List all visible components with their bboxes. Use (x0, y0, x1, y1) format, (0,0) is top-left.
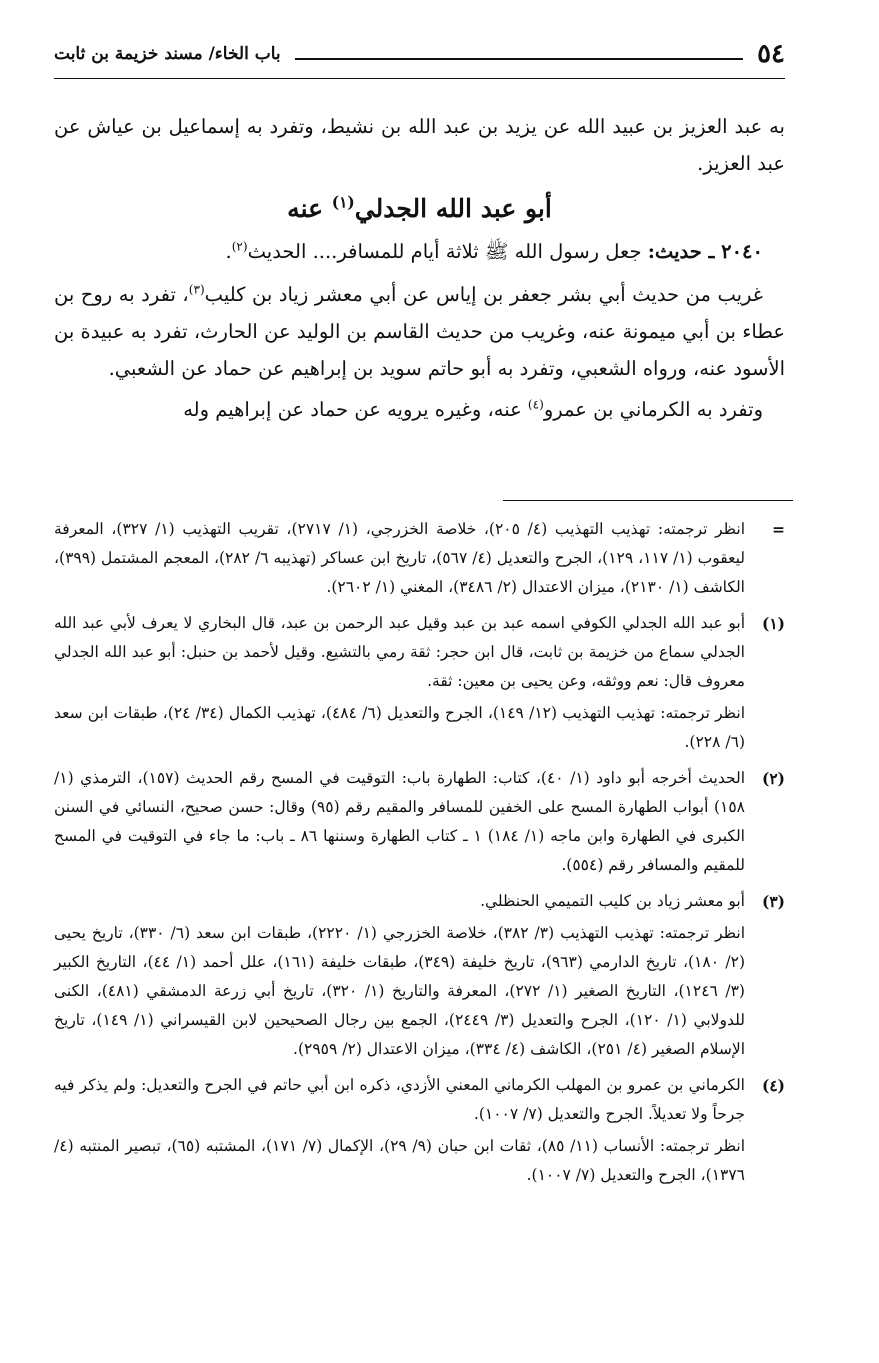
footnote-2 (54, 764, 785, 883)
footnote-3 (54, 887, 785, 1067)
hadith-text: جعل رسول الله ﷺ ثلاثة أيام للمسافر.... الحديث (247, 240, 648, 263)
paragraph-commentary (54, 276, 785, 387)
paragraph-continuation (54, 108, 785, 182)
footnote-marker: (٢) (761, 769, 785, 788)
footnote-ref-1[interactable]: (١) (331, 192, 355, 212)
main-text (54, 108, 785, 428)
footnote-text: انظر ترجمته: تهذيب التهذيب (١٢/ ١٤٩)، الجرح والتعديل (٦/ ٤٨٤)، تهذيب الكمال (٣٤/ ٢٤)، طبقات ابن سعد (٦/ ٢٢٨). (54, 704, 746, 751)
page-number: ٥٤ (757, 39, 785, 69)
heading-suffix: عنه (287, 194, 332, 223)
footnote-1 (54, 609, 785, 760)
final-text-b: عنه، وغيره يرويه عن حماد عن إبراهيم وله (183, 398, 528, 421)
footnote-4 (54, 1071, 785, 1193)
footnote-text: الكرماني بن عمرو بن المهلب الكرماني المعني الأزدي، ذكره ابن أبي حاتم في الجرح والتعديل: ولم يذكر فيه جرحاً ولا تعديلاً. الجرح والتعديل (٧/ ١٠٠٧). (54, 1076, 745, 1123)
footnote-marker: (٣) (761, 892, 785, 911)
footnote-text: أبو عبد الله الجدلي الكوفي اسمه عبد بن عبد وقيل عبد الرحمن بن عبد، قال البخاري لا يعرف لأبي عبد الله الجدلي سماع من خزيمة بن ثابت، قال ابن حجر: ثقة رمي بالتشيع. وقيل لأحمد بن حنبل: أبو عبد الله الجدلي معروف قال: نعم ووثقه، وعن يحيى بن معين: ثقة. (54, 614, 745, 690)
page-header (54, 34, 785, 74)
section-heading (54, 190, 785, 227)
footnote-text: انظر ترجمته: تهذيب التهذيب (٣/ ٣٨٢)، خلاصة الخزرجي (١/ ٢٢٢٠)، طبقات ابن سعد (٦/ ٣٣٠)، تاريخ يحيى (٢/ ١٨٠)، تاريخ الدارمي (٩٦٣)، تاريخ خليفة (٣٤٩)، طبقات خليفة (١٦١)، علل أحمد (١/ ٤٤)، التاريخ الكبير (٣/ ١٢٤٦)، التاريخ الصغير (١/ ٢٧٢)، المعرفة والتاريخ (١/ ٣٢٠)، تاريخ أبي زرعة الدمشقي (٤٨١)، الكنى للدولابي (١/ ١٢٠)، الجرح والتعديل (٣/ ٢٤٤٩)، الجمع بين رجال الصحيحين لابن القيسراني (١/ ١٤٩)، تاريخ الإسلام الصغير (٤/ ٢٥١)، الكاشف (٤/ ٣٣٤)، ميزان الاعتدال (٢/ ٢٩٥٩). (54, 924, 746, 1058)
hadith-label: حديث: (647, 240, 709, 263)
footnote-marker: (٤) (761, 1076, 785, 1095)
footnote-separator (503, 500, 793, 501)
commentary-text-a: غريب من حديث أبي بشر جعفر بن إياس عن أبي معشر زياد بن كليب (204, 283, 763, 306)
commentary-text-b: ، تفرد به روح بن عطاء بن أبي ميمونة عنه، وغريب من حديث القاسم بن الوليد عن الحارث، تفرد به عبيدة بن الأسود عنه، ورواه الشعبي، وتفرد به أبو حاتم سويد بن إبراهيم عن حماد عن الشعبي. (54, 283, 785, 380)
footnote-marker: (١) (761, 614, 785, 633)
hadith-number: ٢٠٤٠ ـ (708, 240, 763, 263)
heading-text: أبو عبد الله الجدلي (354, 194, 552, 223)
footnote-ref-4[interactable]: (٤) (527, 397, 544, 412)
footnote-text: الحديث أخرجه أبو داود (١/ ٤٠)، كتاب: الطهارة باب: التوقيت في المسح رقم الحديث (١٥٧)، الترمذي (١/ ١٥٨) أبواب الطهارة المسح على الخفين للمسافر والمقيم رقم (٩٥) وقال: حسن صحيح، النسائي في السنن الكبرى في الطهارة وابن ماجه (١/ ١٨٤) ١ ـ كتاب الطهارة وسننها ٨٦ ـ باب: ما جاء في التوقيت في المسح للمقيم والمسافر رقم (٥٥٤). (54, 769, 746, 874)
footnote-ref-2[interactable]: (٢) (231, 239, 248, 254)
hadith-end: . (225, 240, 232, 263)
footnote-text: انظر ترجمته: تهذيب التهذيب (٤/ ٢٠٥)، خلاصة الخزرجي، (١/ ٢٧١٧)، تقريب التهذيب (١/ ٣٢٧)، المعرفة ليعقوب (١/ ١١٧، ١٢٩)، الجرح والتعديل (٤/ ٥٦٧)، تاريخ ابن عساكر (تهذيبه ٦/ ٢٨٢)، المعجم المشتمل (٣٩٩)، الكاشف (١/ ٢١٣٠)، ميزان الاعتدال (٢/ ٣٤٨٦)، المغني (١/ ٢٦٠٢). (54, 520, 746, 596)
footnotes (54, 515, 785, 1197)
footnote-marker: = (772, 520, 785, 539)
paragraph-final (54, 391, 785, 428)
footnote-continued (54, 515, 785, 605)
running-title: باب الخاء/ مسند خزيمة بن ثابت (54, 44, 281, 64)
header-line (295, 58, 743, 60)
footnote-ref-3[interactable]: (٣) (188, 282, 205, 297)
hadith-entry (54, 233, 785, 270)
final-text-a: وتفرد به الكرماني بن عمرو (543, 398, 763, 421)
footnote-text: أبو معشر زياد بن كليب التميمي الحنظلي. (480, 892, 745, 910)
paragraph-continuation-text: به عبد العزيز بن عبيد الله عن يزيد بن عبد الله بن نشيط، وتفرد به إسماعيل بن عياش عن عبد العزيز. (54, 115, 785, 175)
footnote-text: انظر ترجمته: الأنساب (١١/ ٨٥)، ثقات ابن حبان (٩/ ٢٩)، الإكمال (٧/ ١٧١)، المشتبه (٦٥)، تبصير المنتبه (٤/ ١٣٧٦)، الجرح والتعديل (٧/ ١٠٠٧). (54, 1137, 746, 1184)
header-rule (54, 78, 785, 79)
